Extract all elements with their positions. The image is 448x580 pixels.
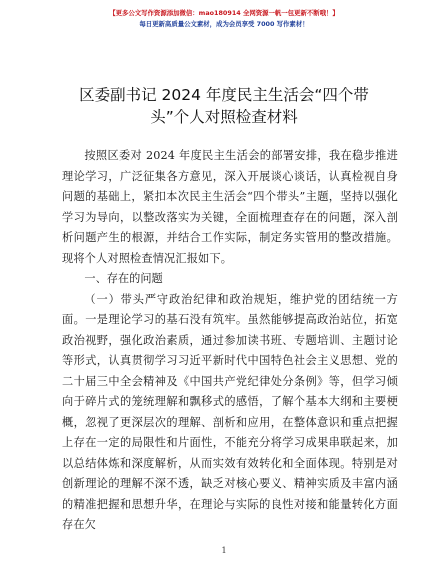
promo-banner-line-2: 每日更新高质量公文素材，成为会员享受 7000 写作素材！ — [139, 20, 309, 28]
document-title-line-2: 头”个人对照检查材料 — [150, 108, 298, 126]
promo-banner-line-1: 【更多公文写作资源添加微信：mao180914 全网资源一帆一包更新不断哦！】 — [109, 9, 339, 17]
section-paragraph: （一）带头严守政治纪律和政治规矩，维护党的团结统一方面。一是理论学习的基石没有筑牢。虽然能够提高政治站位，拓宽政治视野，强化政治素质，通过参加读书班、专题培训、主题讨论等形式，认真贯彻学习习近平新时代中国特色社会主义思想、党的二十届三中全会精神及《中国共产党纪律处分条例》等，但学习倾向于碎片式的笼统理解和飘移式的感悟，了解个基本大纲和主要梗概，忽视了更深层次的理解、剖析和应用，在整体意识和重点把握上存在一定的局限性和片面性，不能充分将学习成果串联起来，加以总结体炼和深度解析，从而实效有效转化和全面体现。特别是对创新理论的理解不深不透，缺乏对核心要义、精神实质及丰富内涵的精准把握和思想升华，在理论与实际的良性对接和能量转化方面存在欠 — [62, 292, 398, 531]
document-title-line-1: 区委副书记 2024 年度民主生活会“四个带 — [79, 86, 369, 104]
intro-paragraph: 按照区委对 2024 年度民主生活会的部署安排，我在稳步推进理论学习，广泛征集各方意见，深入开展谈心谈话，认真检视自身问题的基础上，紧扣本次民主生活会“四个带头”主题，坚持以强化学习为导向，以整改落实为关键，全面梳理查存在的问题，深入剖析问题产生的根源，并结合工作实际，制定务实管用的整改措施。现将个人对照检查情况汇报如下。 — [62, 149, 398, 265]
page-number: 1 — [221, 546, 227, 555]
document-body — [62, 146, 398, 536]
section-heading: 一、存在的问题 — [84, 272, 163, 285]
